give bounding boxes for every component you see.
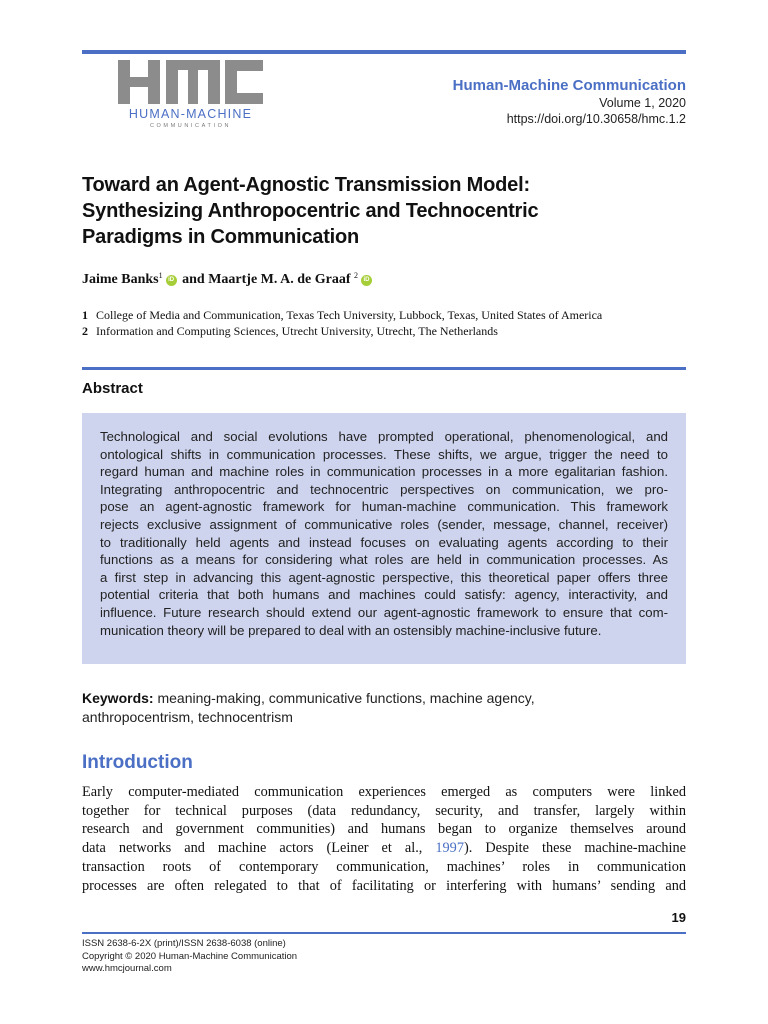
affiliation-number: 1 [82, 308, 88, 322]
abstract-line: potential criteria that both humans and machines could satisfy: agency, interactivity, and [100, 587, 668, 603]
abstract-line: Integrating anthropocentric and technocentric perspectives on communication, we pro- [100, 481, 668, 497]
body-line: research and government communities) and humans began to organize themselves around [82, 821, 686, 838]
introduction-body [82, 783, 686, 895]
journal-info [453, 76, 686, 127]
abstract-line: a first step in advancing this agent-agnostic perspective, this theoretical paper offers three [100, 569, 668, 585]
footer-website[interactable]: www.hmcjournal.com [82, 963, 172, 974]
author-affiliation-mark: 1 [158, 271, 163, 280]
body-line: processes are often relegated to that of facilitating or interfering with humans’ sending and [82, 877, 686, 894]
affiliation-text: Information and Computing Sciences, Utrecht University, Utrecht, The Netherlands [96, 324, 498, 338]
section-heading: Introduction [82, 752, 193, 773]
header-rule [82, 50, 686, 54]
author-affiliation-mark: 2 [354, 271, 358, 280]
affiliation-text: College of Media and Communication, Texas Tech University, Lubbock, Texas, United States of America [96, 308, 603, 322]
footer-copyright: Copyright © 2020 Human-Machine Communication [82, 950, 298, 962]
title-line: Synthesizing Anthropocentric and Technocentric [82, 200, 539, 222]
page-number: 19 [671, 910, 686, 925]
affiliation-item [82, 323, 602, 339]
abstract-line: regard human and machine roles in communication processes in a more egalitarian fashion. [100, 464, 668, 480]
body-line: together for technical purposes (data redundancy, security, and transfer, largely within [82, 802, 686, 819]
abstract-heading: Abstract [82, 380, 143, 397]
hmc-logo-icon [118, 60, 263, 106]
logo-subtitle-small: COMMUNICATION [149, 123, 232, 129]
journal-logo [118, 60, 263, 132]
body-line: Early computer-mediated communication experiences emerged as computers were linked [82, 784, 686, 800]
affiliation-item [82, 307, 602, 323]
title-line: Paradigms in Communication [82, 226, 360, 248]
body-line: transaction roots of contemporary communication, machines’ roles in communication [82, 858, 686, 875]
footer-rule [82, 932, 686, 934]
journal-doi[interactable]: https://doi.org/10.30658/hmc.1.2 [506, 112, 686, 126]
journal-name: Human-Machine Communication [452, 77, 686, 94]
author-name: Jaime Banks [82, 272, 159, 287]
logo-subtitle: HUMAN-MACHINE [128, 107, 253, 121]
journal-volume: Volume 1, 2020 [599, 96, 686, 110]
orcid-icon[interactable]: iD [361, 275, 372, 286]
keywords-list: anthropocentrism, technocentrism [82, 709, 293, 725]
abstract-line: influence. Future research should extend our agent-agnostic framework to ensure that com- [100, 604, 668, 620]
abstract-line: munication theory will be prepared to deal with an ostensibly machine-inclusive future. [100, 622, 602, 638]
abstract-line: to traditionally held agents and instead focuses on evaluating agents according to their [100, 534, 668, 550]
affiliations [82, 307, 602, 339]
abstract-line: Technological and social evolutions have prompted operational, phenomenological, and [100, 429, 668, 444]
body-text: data networks and machine actors (Leiner et al., [82, 840, 436, 857]
title-line: Toward an Agent-Agnostic Transmission Model: [82, 174, 530, 196]
abstract-line: functions as a means for considering what roles are held in communication processes. As [100, 552, 668, 568]
abstract-rule [82, 367, 686, 370]
orcid-icon[interactable]: iD [166, 275, 177, 286]
citation-link[interactable]: 1997 [435, 840, 464, 857]
author-name: Maartje M. A. de Graaf [208, 272, 351, 287]
abstract-line: ontological shifts in communication processes. These shifts, we argue, trigger the need to [100, 446, 668, 462]
keywords-list: meaning-making, communicative functions, machine agency, [153, 690, 535, 706]
paper-title [82, 172, 692, 250]
abstract-box [82, 413, 686, 664]
author-conjunction: and [182, 272, 205, 287]
footer-issn: ISSN 2638-6-2X (print)/ISSN 2638-6038 (online) [82, 938, 286, 949]
affiliation-number: 2 [82, 324, 88, 338]
abstract-line: pose an agent-agnostic framework for human-machine communication. This framework [100, 499, 668, 515]
author-list [82, 271, 374, 288]
keywords-label: Keywords: [82, 690, 154, 706]
body-text: ). Despite these machine-machine [463, 840, 686, 857]
abstract-line: rejects exclusive assignment of communicative roles (sender, message, channel, receiver) [100, 516, 668, 532]
keywords [82, 689, 686, 727]
footer [82, 938, 297, 976]
body-line [82, 839, 686, 858]
